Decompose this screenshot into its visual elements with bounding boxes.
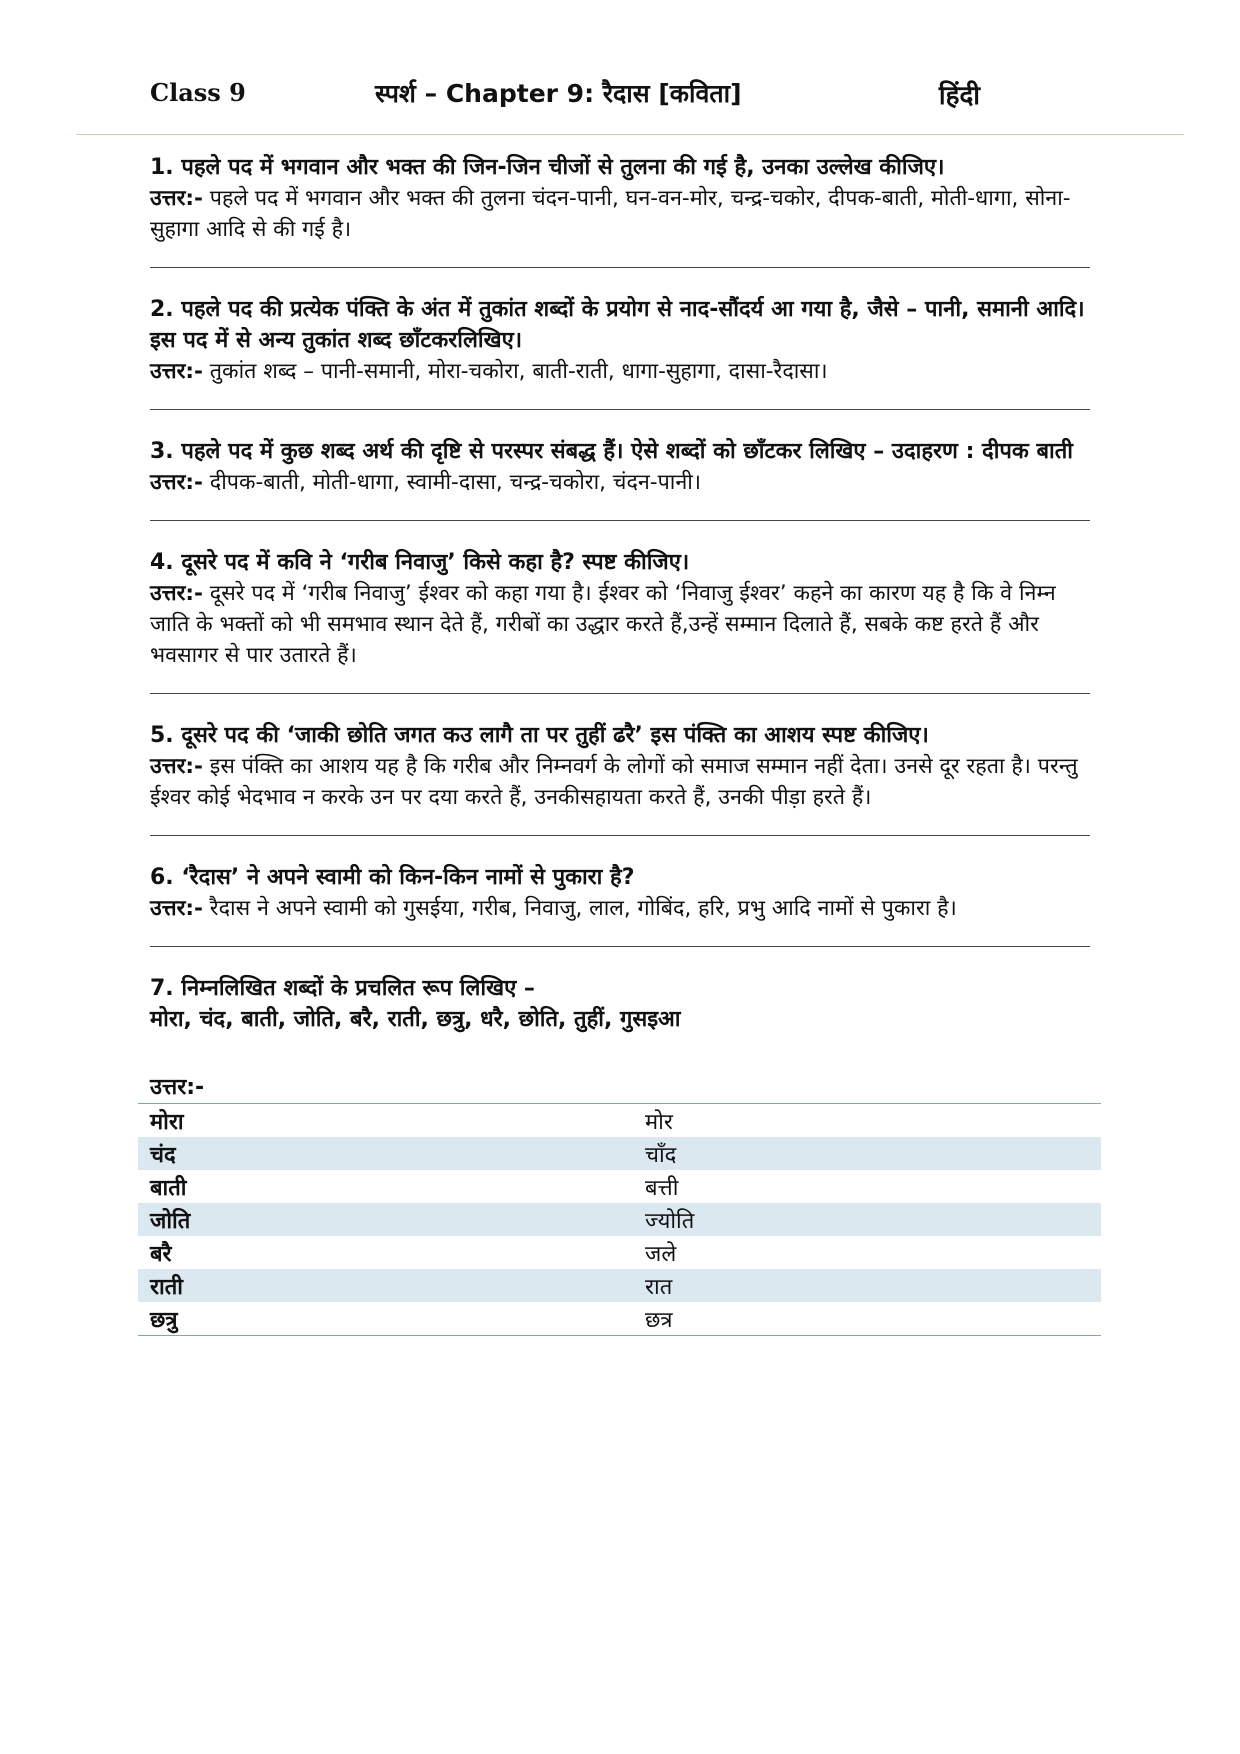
answer-text: दीपक-बाती, मोती-धागा, स्वामी-दासा, चन्द्र-चकोरा, चंदन-पानी। bbox=[202, 470, 701, 495]
table-row bbox=[138, 1269, 1101, 1302]
question-3: 3. पहले पद में कुछ शब्द अर्थ की दृष्टि से परस्पर संबद्ध हैं। ऐसे शब्दों को छाँटकर लिखिए – उदाहरण : दीपक बाती bbox=[150, 439, 1073, 464]
qa-item-4 bbox=[150, 541, 1090, 671]
common-form: छत्र bbox=[633, 1302, 1101, 1336]
answer-6 bbox=[150, 893, 1090, 924]
question-4: 4. दूसरे पद में कवि ने ‘गरीब निवाजु’ किसे कहा है? स्पष्ट कीजिए। bbox=[150, 550, 690, 575]
common-form: मोर bbox=[633, 1104, 1101, 1138]
answer-2 bbox=[150, 356, 1090, 387]
word-forms-table bbox=[138, 1103, 1101, 1336]
common-form: रात bbox=[633, 1269, 1101, 1302]
original-word: मोरा bbox=[138, 1104, 633, 1138]
original-word: बाती bbox=[150, 1175, 187, 1201]
question-7-line-2: मोरा, चंद, बाती, जोति, बरै, राती, छत्रु, धरै, छोति, तुहीं, गुसइआ bbox=[150, 1007, 681, 1032]
answer-3 bbox=[150, 467, 1090, 498]
answer-text: पहले पद में भगवान और भक्त की तुलना चंदन-पानी, घन-वन-मोर, चन्द्र-चकोर, दीपक-बाती, मोती-धागा, सोना-सुहागा आदि से की गई है। bbox=[150, 186, 1071, 242]
question-divider bbox=[150, 946, 1090, 947]
question-divider bbox=[150, 520, 1090, 521]
answer-5 bbox=[150, 751, 1090, 813]
question-2: 2. पहले पद की प्रत्येक पंक्ति के अंत में तुकांत शब्दों के प्रयोग से नाद-सौंदर्य आ गया है, जैसे – पानी, समानी आदि। इस पद में से अन्य तुकांत शब्द छाँटकरलिखिए। bbox=[150, 297, 1085, 353]
answer-label: उत्तर:- bbox=[150, 470, 203, 495]
table-row bbox=[138, 1236, 1101, 1269]
class-label: Class 9 bbox=[150, 78, 246, 107]
qa-item-7 bbox=[150, 967, 1090, 1336]
table-row bbox=[138, 1302, 1101, 1336]
answer-label: उत्तर:- bbox=[150, 896, 203, 921]
original-word: राती bbox=[138, 1269, 633, 1302]
answer-text: रैदास ने अपने स्वामी को गुसईया, गरीब, निवाजु, लाल, गोबिंद, हरि, प्रभु आदि नामों से पुकारा है। bbox=[202, 896, 957, 921]
question-1: 1. पहले पद में भगवान और भक्त की जिन-जिन चीजों से तुलना की गई है, उनका उल्लेख कीजिए। bbox=[150, 155, 945, 180]
answer-label: उत्तर:- bbox=[150, 359, 203, 384]
qa-item-5 bbox=[150, 714, 1090, 813]
answer-4 bbox=[150, 578, 1090, 671]
answer-1 bbox=[150, 183, 1090, 245]
question-5: 5. दूसरे पद की ‘जाकी छोति जगत कउ लागै ता पर तुहीं ढरै’ इस पंक्ति का आशय स्पष्ट कीजिए। bbox=[150, 723, 929, 748]
question-divider bbox=[150, 693, 1090, 694]
answer-label: उत्तर:- bbox=[150, 754, 203, 779]
answer-label: उत्तर:- bbox=[150, 581, 203, 606]
answer-label: उत्तर:- bbox=[150, 186, 203, 211]
answer-text: तुकांत शब्द – पानी-समानी, मोरा-चकोरा, बाती-राती, धागा-सुहागा, दासा-रैदासा। bbox=[202, 359, 828, 384]
qa-content bbox=[150, 146, 1090, 1336]
original-word: जोति bbox=[138, 1203, 633, 1236]
original-word: बरै bbox=[150, 1241, 172, 1267]
qa-item-2 bbox=[150, 288, 1090, 387]
table-row bbox=[138, 1203, 1101, 1236]
original-word: चंद bbox=[138, 1137, 633, 1170]
common-form: जले bbox=[645, 1241, 677, 1267]
question-divider bbox=[150, 267, 1090, 268]
answer-text: इस पंक्ति का आशय यह है कि गरीब और निम्नवर्ग के लोगों को समाज सम्मान नहीं देता। उनसे दूर रहता है। परन्तु ईश्वर कोई भेदभाव न करके उन पर दया करते हैं, उनकीसहायता करते हैं, उनकी पीड़ा हरते हैं। bbox=[150, 754, 1078, 810]
question-divider bbox=[150, 835, 1090, 836]
page-header bbox=[150, 72, 1040, 112]
question-divider bbox=[150, 409, 1090, 410]
answer-text: दूसरे पद में ‘गरीब निवाजु’ ईश्वर को कहा गया है। ईश्वर को ‘निवाजु ईश्वर’ कहने का कारण यह है कि वे निम्न जाति के भक्तों को भी समभाव स्थान देते हैं, गरीबों का उद्धार करते हैं,उन्हें सम्मान दिलाते हैं, सबके कष्ट हरते हैं और भवसागर से पार उतारते हैं। bbox=[150, 581, 1056, 668]
table-row bbox=[138, 1170, 1101, 1203]
original-word: छत्रु bbox=[138, 1302, 633, 1336]
subject-label: हिंदी bbox=[938, 81, 980, 111]
table-row bbox=[138, 1137, 1101, 1170]
question-6: 6. ‘रैदास’ ने अपने स्वामी को किन-किन नामों से पुकारा है? bbox=[150, 865, 635, 890]
qa-item-1 bbox=[150, 146, 1090, 245]
table-row bbox=[138, 1104, 1101, 1138]
common-form: बत्ती bbox=[645, 1175, 679, 1201]
header-divider bbox=[76, 134, 1184, 135]
answer-label: उत्तर:- bbox=[150, 1075, 205, 1100]
question-7-line-1: 7. निम्नलिखित शब्दों के प्रचलित रूप लिखिए – bbox=[150, 976, 535, 1001]
chapter-title: स्पर्श – Chapter 9: रैदास [कविता] bbox=[375, 79, 742, 108]
common-form: चाँद bbox=[633, 1137, 1101, 1170]
qa-item-6 bbox=[150, 856, 1090, 924]
common-form: ज्योति bbox=[633, 1203, 1101, 1236]
qa-item-3 bbox=[150, 430, 1090, 498]
